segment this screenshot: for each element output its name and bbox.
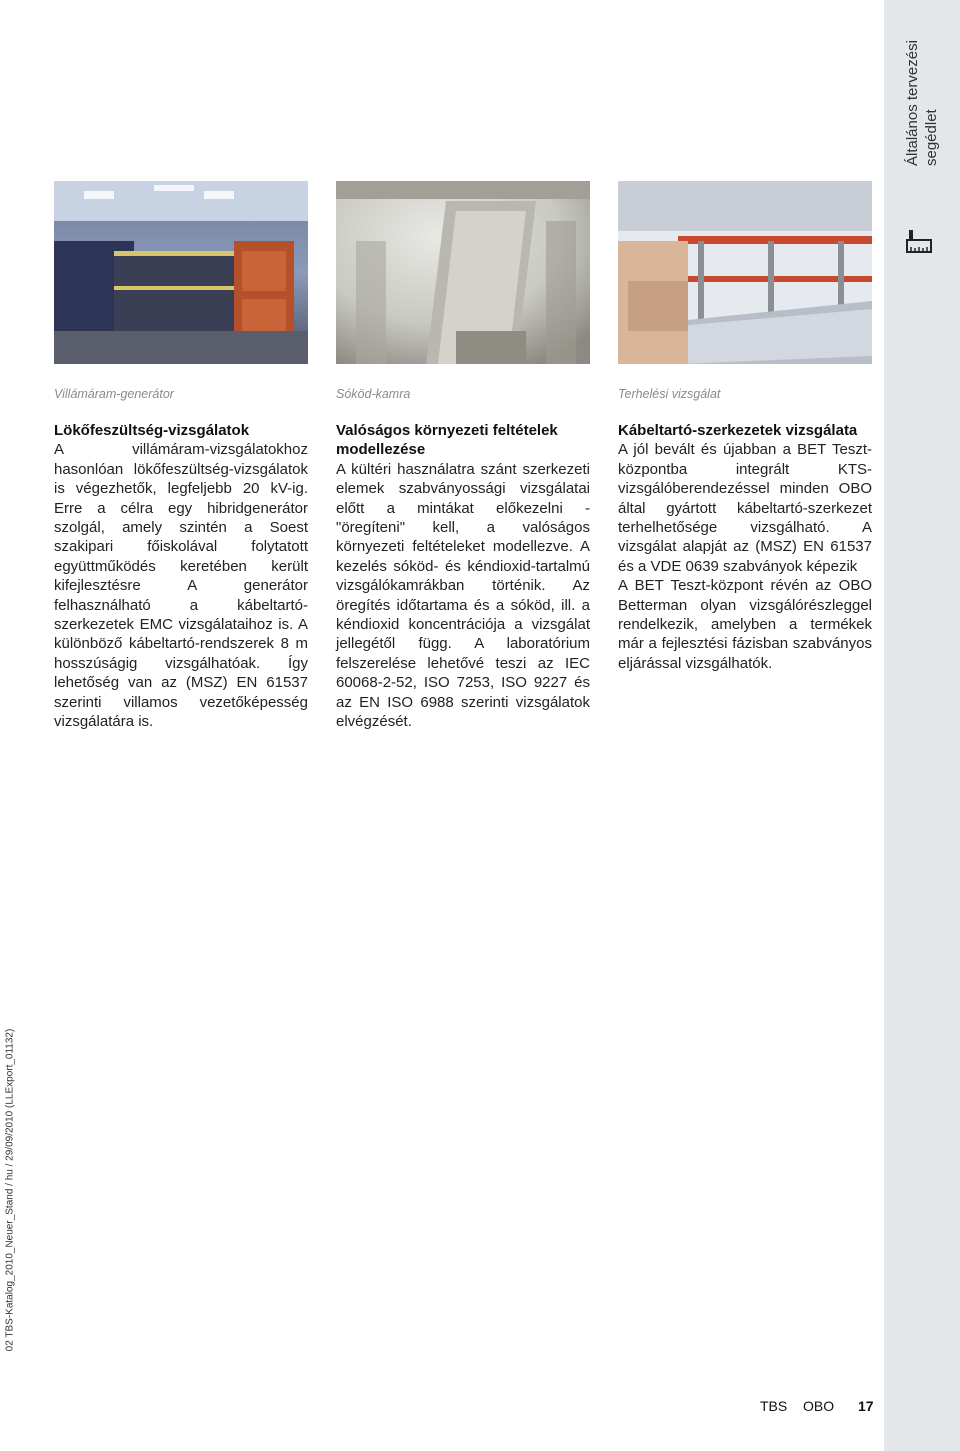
- column-body: A jól bevált és újabban a BET Teszt-központba integrált KTS-vizsgálóberendezéssel minden OBO által gyártott kábeltartó-szerkezet terhelhetősége vizsgálható. A vizsgálat alapját az (MSZ) EN 61537 és a VDE 0639 szabványok képezik: [618, 441, 872, 575]
- photo-caption: Terhelési vizsgálat: [618, 387, 721, 401]
- column-body: A kültéri használatra szánt szerkezeti elemek szabványossági vizsgálatai előtt a mintákat előkezelni - "öregíteni" kell, a valóságos környezeti feltételeket modellezve. A kezelés sóköd- és kéndioxid-tartalmú vizsgálókamrákban történik. Az öregítés időtartama és a sóköd, ill. a kéndioxid koncentrációja a vizsgálat jellegétől függ. A laboratórium felszerelése lehetővé teszi az IEC 60068-2-52, ISO 7253, ISO 9227 és az EN ISO 6988 szerinti vizsgálatok elvégzését.: [336, 460, 590, 731]
- salt-fog-chamber-photo: [336, 181, 590, 364]
- footer-brand-tbs: TBS: [760, 1398, 788, 1414]
- side-bar: [884, 0, 960, 1451]
- impulse-generator-photo: [54, 181, 308, 364]
- column-body: A villámáram-vizsgálatokhoz hasonlóan lökőfeszültség-vizsgálatok is végezhetők, legfeljebb 20 kV-ig. Erre a célra egy hibridgenerátor szolgál, amely szintén a Soest szakipari főiskolával folytatott együttműködés keretében került kifejlesztésre A generátor felhasználható a kábeltartó-szerkezetek EMC vizsgálataihoz is. A különböző kábeltartó-rendszerek 8 m hosszúságig vizsgálhatóak. Így lehetőség van az (MSZ) EN 61537 szerinti villamos vezetőképesség vizsgálatára is.: [54, 441, 308, 731]
- page-number: 17: [858, 1398, 874, 1414]
- column-heading: Kábeltartó-szerkezetek vizsgálata: [618, 422, 858, 439]
- photo-caption: Sóköd-kamra: [336, 387, 411, 401]
- column-heading: Lökőfeszültség-vizsgálatok: [54, 422, 250, 439]
- text-column: [336, 421, 590, 732]
- measuring-tool-icon: [904, 228, 934, 258]
- print-margin-note-text: 02 TBS-Katalog_2010_Neuer_Stand / hu / 29/09/2010 (LLExport_01132): [4, 1028, 16, 1352]
- text-column: [618, 421, 872, 673]
- column-heading: Valóságos környezeti feltételek modellezése: [336, 422, 558, 459]
- footer-brand-obo: OBO: [803, 1398, 835, 1414]
- load-test-photo: [618, 181, 872, 364]
- section-title-line2: segédlet: [923, 109, 940, 166]
- photo-caption: Villámáram-generátor: [54, 387, 174, 401]
- text-column: [54, 421, 308, 732]
- column-body-2: A BET Teszt-központ révén az OBO Betterman olyan vizsgálórészleggel rendelkezik, amelyben a termékek már a fejlesztési fázisban szabványos eljárással vizsgálhatók.: [618, 577, 872, 672]
- section-title-line1: Általános tervezési: [904, 40, 921, 166]
